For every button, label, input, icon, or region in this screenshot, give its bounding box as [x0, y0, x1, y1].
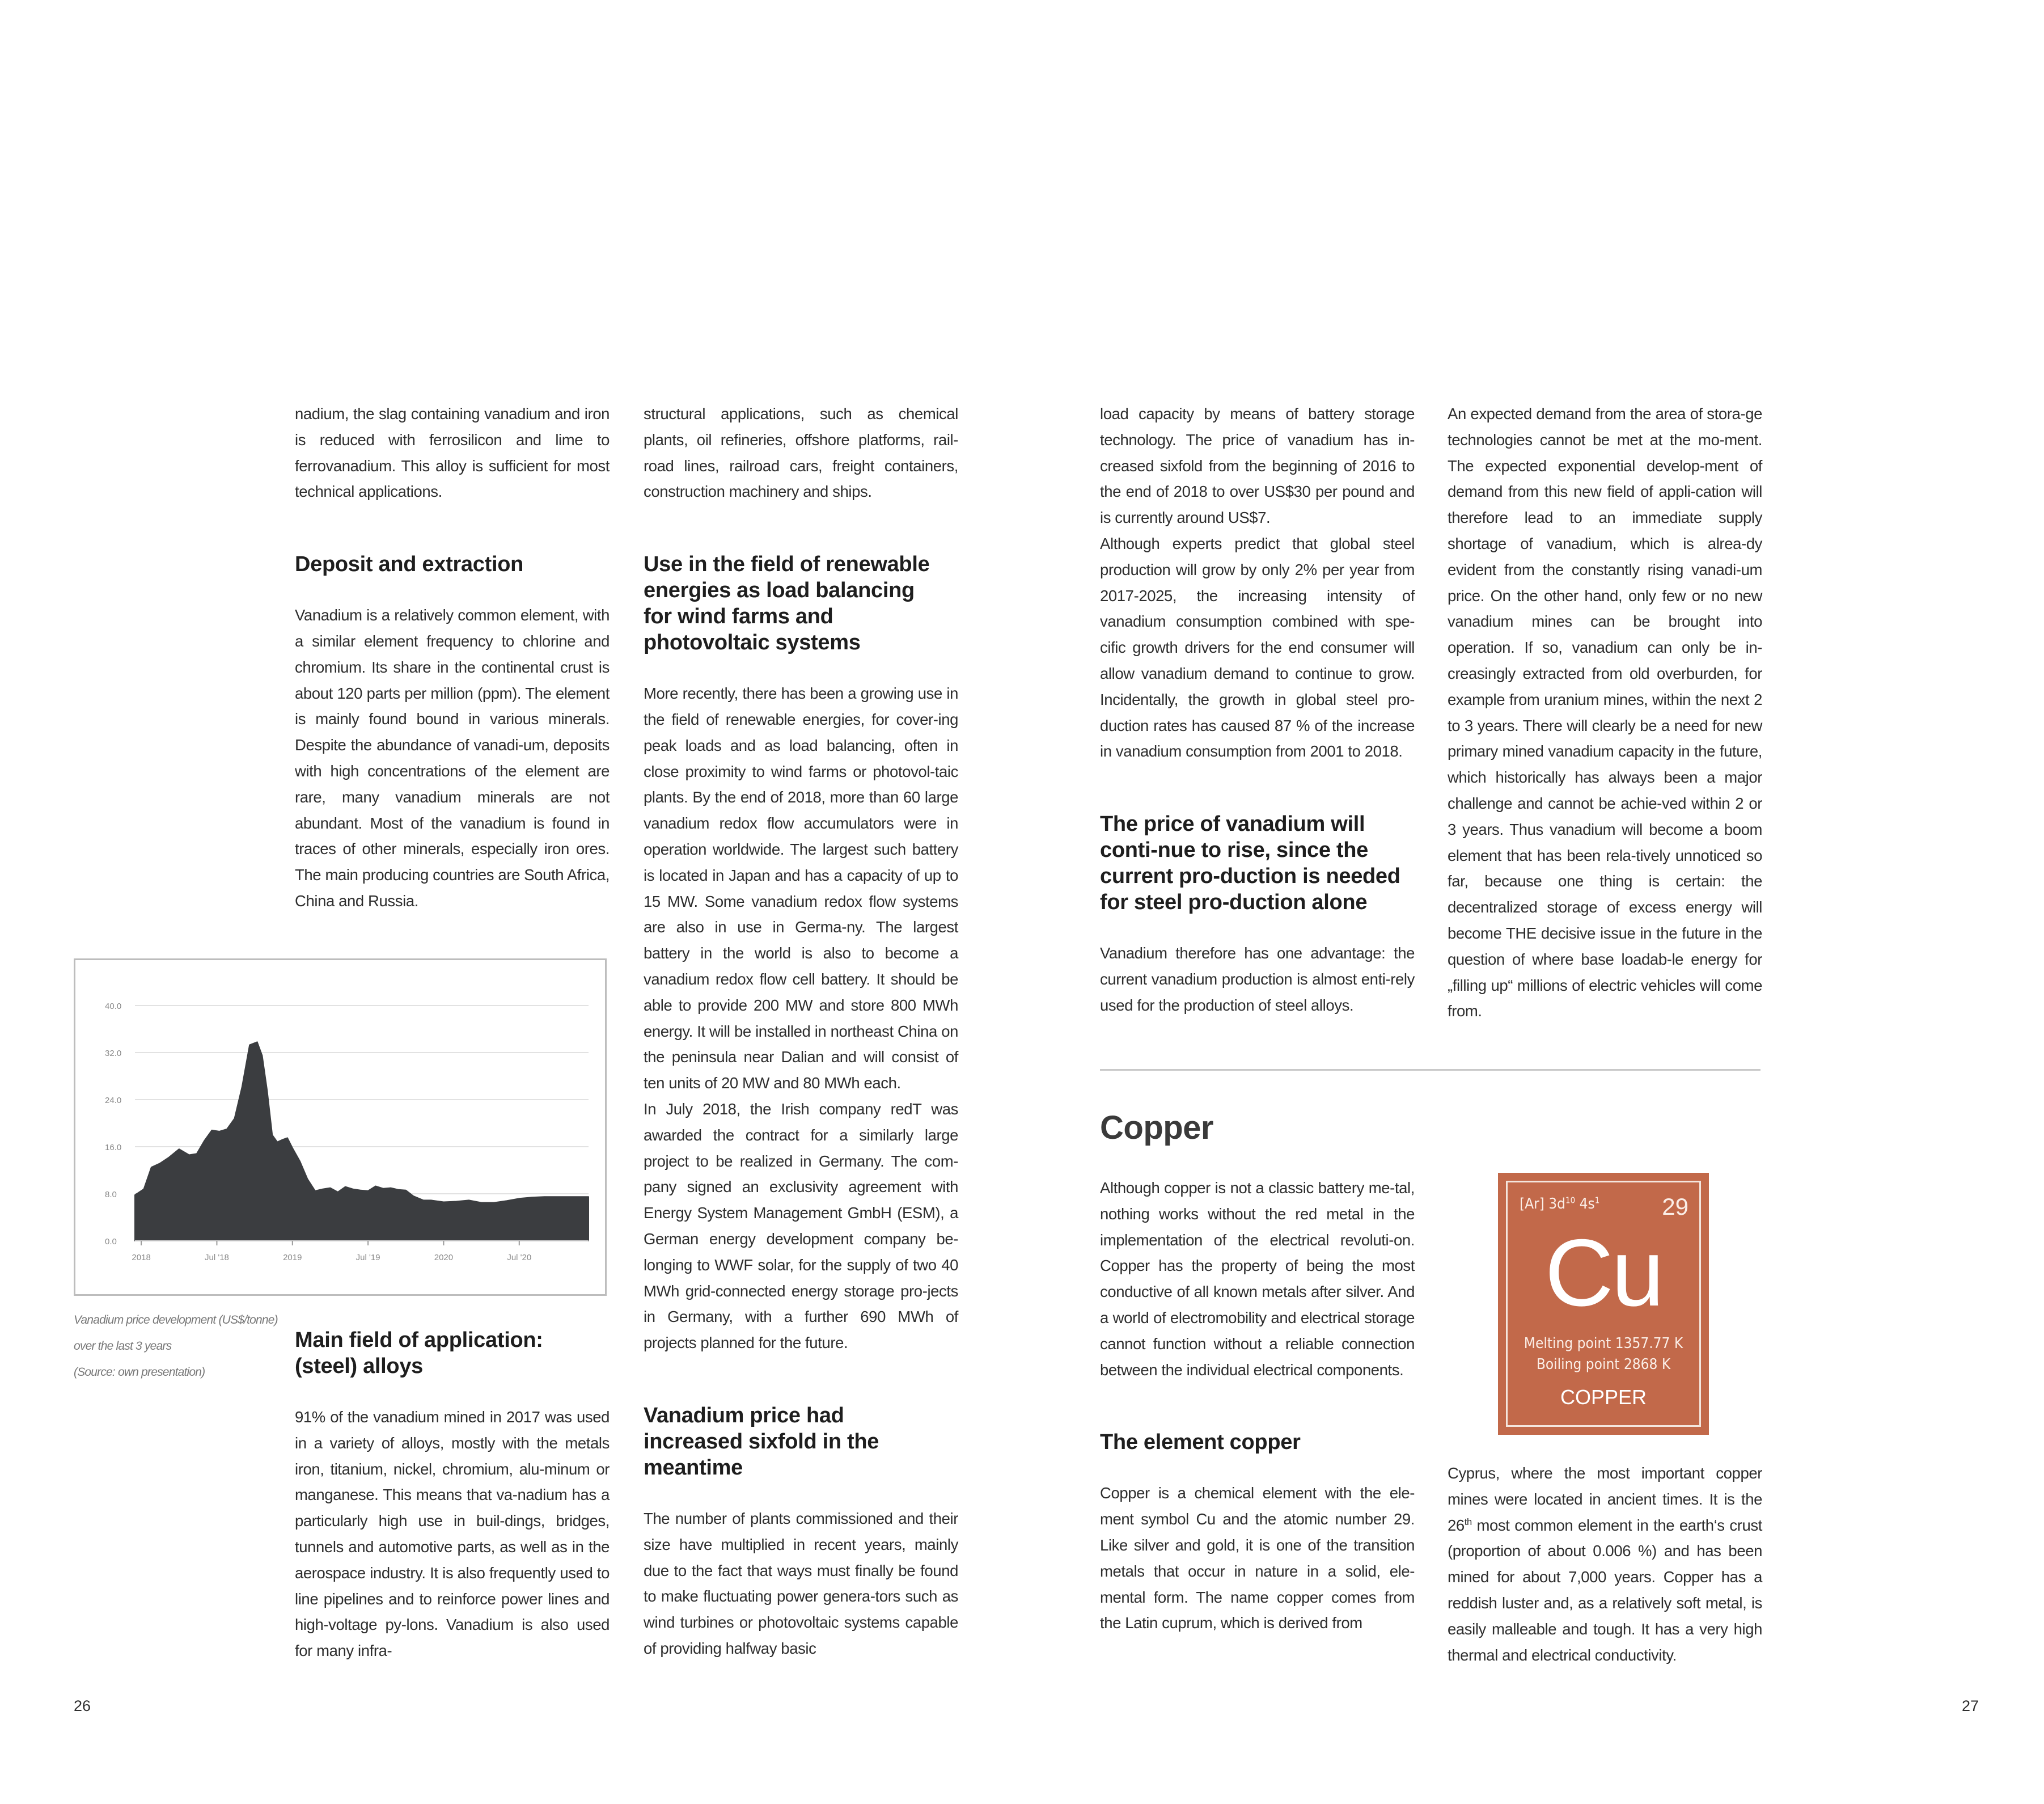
rise-text: Vanadium therefore has one advantage: the current vanadium production is almost enti-rely used for the production of steel alloys. [1100, 944, 1415, 1014]
price-text: The number of plants commissioned and their size have multiplied in recent years, mainly due to the fact that ways must finally be found to make fluctuating power genera-tors such as wind turbines or photovoltaic systems capable of providing halfway basic [644, 1509, 958, 1657]
y-tick-label: 8.0 [105, 1190, 117, 1199]
element-name: COPPER [1560, 1385, 1647, 1409]
chart-caption [74, 1307, 301, 1385]
x-tick-label: 2019 [283, 1253, 302, 1262]
left-column-1 [295, 401, 610, 914]
copper-history-part-2: most common element in the earth‘s crust (proportion of about 0.006 %) and has been mined for about 7,000 years. Copper has a reddish luster and, as a relatively soft metal, is easily malleable and tough. It has a very high thermal and electrical conductivity. [1448, 1516, 1762, 1664]
y-tick-label: 16.0 [105, 1143, 122, 1152]
boiling-point: Boiling point 2868 K [1536, 1356, 1671, 1373]
y-tick-label: 40.0 [105, 1002, 122, 1011]
x-tick-label: Jul '20 [507, 1253, 532, 1262]
config-mid: 4s [1575, 1195, 1595, 1212]
price-area-series [135, 1042, 589, 1241]
config-prefix: [Ar] 3d [1520, 1195, 1566, 1212]
chart-caption-line-1: Vanadium price development (US$/tonne) [74, 1313, 278, 1326]
chart-caption-line-3: (Source: own presentation) [74, 1366, 205, 1379]
y-tick-label: 0.0 [105, 1237, 117, 1247]
storage-demand-text: An expected demand from the area of stora-ge technologies cannot be met at the mo-ment. The expected exponential develop-ment of demand from this new field of appli-cation will therefore lead to an immediate supply shortage of vanadium, which is alrea-dy evident from the constantly rising vanadi-um price. On the other hand, only few or no new vanadium mines can be brought into operation. If so, vanadium can only be in-creasingly extracted from old overburden, for example from uranium mines, within the next 2 to 3 years. There will clearly be a need for new primary mined vanadium capacity in the future, which historically has always been a major challenge and cannot be achie-ved within 2 or 3 years. Thus vanadium will become a boom element that has been rela-tively unnoticed so far, because one thing is certain: the decentralized storage of excess energy will become THE decisive issue in the future in the question of where base loadab-le energy for „filling up“ millions of electric vehicles will come from. [1448, 405, 1762, 1020]
copper-title: Copper [1100, 1109, 1213, 1146]
element-copper-heading: The element copper [1100, 1430, 1301, 1455]
renewable-heading: Use in the field of renewable energies as load balancing for wind farms and photovoltaic systems [644, 552, 930, 655]
copper-intro-text: Although copper is not a classic battery me-tal, nothing works without the red metal in the implementation of the electrical revoluti-on. Copper has the property of being the most conductive of all known metals after silver. And a world of electromobility and electrical storage cannot function without a reliable connection between the individual electrical components. [1100, 1179, 1415, 1379]
chart-caption-line-2: over the last 3 years [74, 1340, 172, 1353]
main-field-heading: Main field of application: (steel) alloys [295, 1328, 543, 1378]
right-column-4-bottom [1448, 1460, 1762, 1668]
deposit-heading: Deposit and extraction [295, 552, 524, 577]
vanadium-price-chart [74, 958, 607, 1296]
price-text-continued: load capacity by means of battery storage technology. The price of vanadium has in-creased sixfold from the beginning of 2016 to the end of 2018 to over US$30 per pound and is currently around US$7. [1100, 405, 1415, 527]
chart-svg [75, 960, 605, 1294]
atomic-number: 29 [1662, 1193, 1688, 1220]
right-column-4 [1448, 401, 1762, 1024]
renewable-text-1: More recently, there has been a growing use in the field of renewable energies, for cover-ing peak loads and as load balancing, often in close proximity to wind farms or photovol-taic plants. By the end of 2018, more than 60 large vanadium redox flow accumulators were in operation worldwide. The largest such battery is located in Japan and has a capacity of up to 15 MW. Some vanadium redox flow systems are also in use in Germa-ny. The largest battery in the world is also to become a vanadium redox flow cell battery. It should be able to provide 200 MW and store 800 MWh energy. It will be installed in northeast China on the peninsula near Dalian and will consist of ten units of 20 MW and 80 MWh each. [644, 685, 958, 1092]
price-heading: Vanadium price had increased sixfold in the meantime [644, 1403, 879, 1480]
structural-applications-text: structural applications, such as chemical plants, oil refineries, offshore platforms, rail-road lines, railroad cars, freight containers, construction machinery and ships. [644, 405, 958, 501]
config-sup-1: 10 [1565, 1195, 1576, 1206]
page-number-left: 26 [74, 1697, 91, 1714]
element-symbol: Cu [1544, 1219, 1662, 1326]
steel-production-text: Although experts predict that global steel production will grow by only 2% per year from 2017-2025, the increasing intensity of vanadium consumption combined with spe-cific growth drivers for the end consumer will allow vanadium demand to continue to grow. Incidentally, the growth in global steel pro-duction rates has caused 87 % of the increase in vanadium consumption from 2001 to 2018. [1100, 534, 1415, 761]
left-column-1-bottom [295, 1327, 610, 1664]
copper-element-card [1498, 1173, 1709, 1435]
x-tick-label: 2020 [434, 1253, 454, 1262]
main-field-text: 91% of the vanadium mined in 2017 was used in a variety of alloys, mostly with the metals iron, titanium, nickel, chromium, alu-minum or manganese. This means that va-nadium has a particularly high use in buil-dings, bridges, tunnels and automotive parts, as well as in the aerospace industry. It is also frequently used to line pipelines and to reinforce power lines and high-voltage py-lons. Vanadium is also used for many infra- [295, 1408, 610, 1660]
y-tick-label: 24.0 [105, 1096, 122, 1105]
right-column-3 [1100, 401, 1415, 1019]
rise-heading: The price of vanadium will conti-nue to rise, since the current pro-duction is needed for steel pro-duction alone [1100, 812, 1400, 915]
copper-history-text [1448, 1460, 1762, 1668]
electron-configuration [1520, 1195, 1599, 1212]
x-tick-label: Jul '19 [356, 1253, 380, 1262]
y-tick-label: 32.0 [105, 1049, 122, 1058]
renewable-text-2: In July 2018, the Irish company redT was awarded the contract for a similarly large project to be realized in Germany. The com-pany signed an exclusivity agreement with Energy System Management GmbH (ESM), a German energy development company be-longing to WWF solar, for the supply of two 40 MWh grid-connected energy storage pro-jects in Germany, with a further 690 MWh of projects planned for the future. [644, 1100, 958, 1352]
left-column-2 [644, 401, 958, 1662]
page-number-right: 27 [1962, 1697, 1979, 1714]
x-tick-label: Jul '18 [204, 1253, 229, 1262]
copper-history-part-1: Cyprus, where the most important copper mines were located in ancient times. It is the 26 [1448, 1464, 1762, 1534]
copper-history-ordinal: th [1464, 1516, 1472, 1527]
config-sup-2: 1 [1594, 1195, 1600, 1206]
melting-point: Melting point 1357.77 K [1524, 1335, 1683, 1352]
right-column-3-bottom [1100, 1175, 1415, 1636]
vanadium-intro-continued: nadium, the slag containing vanadium and iron is reduced with ferrosilicon and lime to ferrovanadium. This alloy is sufficient for most technical applications. [295, 405, 610, 501]
section-divider [1100, 1069, 1761, 1071]
deposit-text: Vanadium is a relatively common element, with a similar element frequency to chlorine and chromium. Its share in the continental crust is about 120 parts per million (ppm). The element is mainly found bound in various minerals. Despite the abundance of vanadi-um, deposits with high concentrations of the element are rare, many vanadium minerals are not abundant. Most of the vanadium is found in traces of other minerals, especially iron ores. The main producing countries are South Africa, China and Russia. [295, 606, 610, 910]
element-copper-text: Copper is a chemical element with the ele-ment symbol Cu and the atomic number 29. Like silver and gold, it is one of the transition metals that occur in nature in a solid, ele-mental form. The name copper comes from the Latin cuprum, which is derived from [1100, 1484, 1415, 1632]
x-tick-label: 2018 [132, 1253, 151, 1262]
